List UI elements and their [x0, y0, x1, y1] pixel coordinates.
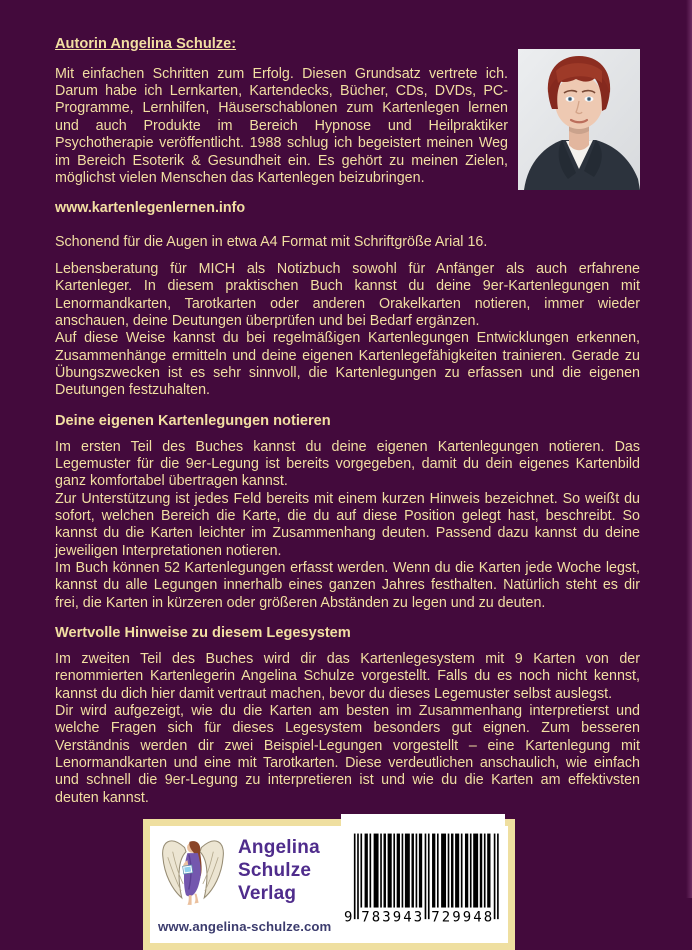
intro-paragraph-1: Lebensberatung für MICH als Notizbuch sowohl für Anfänger als auch erfahrene Kartenleger. In diesem praktischen Buch kannst du deine 9er-Kartenlegungen mit Lenormandkarten, Tarotkarten oder anderen Orakelkarten notieren, immer wieder anschauen, deine Deutungen überprüfen und bei Bedarf ergänzen. [55, 260, 640, 330]
angel-logo-icon [158, 830, 228, 914]
isbn-digits-group2: 729948 [431, 909, 493, 926]
publisher-logo-block [158, 830, 343, 935]
publisher-website: www.angelina-schulze.com [158, 919, 332, 935]
intro-paragraph-2: Auf diese Weise kannst du bei regelmäßigen Kartenlegungen Entwicklungen erkennen, Zusammenhänge ermitteln und deine eigenen Kartenlegefähigkeiten trainieren. Gerade zu Übungszwecken ist es sehr sinnvoll, die Kartenlegungen zu erfassen und die eigenen Deutungen festzuhalten. [55, 330, 640, 399]
author-website: www.kartenlegenlernen.info [55, 200, 246, 217]
section1-heading: Deine eigenen Kartenlegungen notieren [55, 412, 331, 429]
section2-heading: Wertvolle Hinweise zu diesem Legesystem [55, 625, 351, 642]
section2-paragraph-1: Im zweiten Teil des Buches wird dir das Kartenlegesystem mit 9 Karten von der renommierten Kartenlegerin Angelina Schulze vorgestellt. Falls du es noch nicht kennst, kannst du dich hier damit vertraut machen, bevor du dieses Legemuster selbst auslegst. [55, 650, 640, 702]
section1-paragraph-3: Im Buch können 52 Kartenlegungen erfasst werden. Wenn du die Karten jede Woche legst, kannst du alle Legungen innerhalb eines ganzen Jahres festhalten. Natürlich steht es dir frei, die Karten in kürzeren oder größeren Abständen zu legen und zu deuten. [55, 560, 640, 611]
author-portrait-photo [518, 49, 640, 190]
publisher-box [143, 819, 515, 950]
author-section [55, 36, 640, 218]
section2-paragraph-2: Dir wird aufgezeigt, wie du die Karten am besten im Zusammenhang interpretierst und welche Fragen sich für dieses Legesystem besonders gut eignen. Zum besseren Verständnis werden dir zwei Beispiel-Legungen vorgestellt – eine Kartenlegung mit Lenormandkarten und eine mit Tarotkarten. Diese verdeutlichen anschaulich, wie einfach und schnell die 9er-Legung zu interpretieren ist und wie du die Karten am effektivsten deuten kannst. [55, 702, 640, 806]
ean13-barcode-icon [344, 819, 502, 937]
publisher-name: Angelina Schulze Verlag [238, 837, 320, 905]
author-bio-text: Mit einfachen Schritten zum Erfolg. Diesen Grundsatz vertrete ich. Darum habe ich Lernkarten, Kartendecks, Bücher, CDs, DVDs, PC-Programme, Lernhilfen, Häuserschablonen zum Kartenlegen lernen und auch Produkte im Bereich Hypnose und Heilpraktiker Psychotherapie veröffentlicht. 1988 schlug ich begeistert meinen Weg im Bereich Esoterik & Gesundheit ein. Es gehört zu meinen Zielen, möglichst vielen Menschen das Kartenlegen beizubringen. [55, 65, 508, 186]
section1-paragraph-2: Zur Unterstützung ist jedes Feld bereits mit einem kurzen Hinweis bezeichnet. So weißt du sofort, welchen Bereich die Karte, die du auf diese Position gelegt hast, beschreibt. So kannst du die Karten leichter im Zusammenhang deuten. Passend dazu kannst du deine jeweiligen Interpretationen notieren. [55, 490, 640, 559]
author-bio-column [55, 36, 508, 218]
format-note: Schonend für die Augen in etwa A4 Format mit Schriftgröße Arial 16. [55, 233, 488, 250]
isbn-digits-group1: 783943 [361, 909, 423, 926]
isbn-barcode [341, 814, 505, 943]
author-photo [518, 49, 640, 190]
isbn-digit-left: 9 [344, 909, 353, 926]
author-heading: Autorin Angelina Schulze: [55, 36, 237, 52]
section1-paragraph-1: Im ersten Teil des Buches kannst du deine eigenen Kartenlegungen notieren. Das Legemuster für die 9er-Legung ist bereits vorgegeben, damit du dein eigenes Kartenbild ganz komfortabel übertragen kannst. [55, 438, 640, 490]
